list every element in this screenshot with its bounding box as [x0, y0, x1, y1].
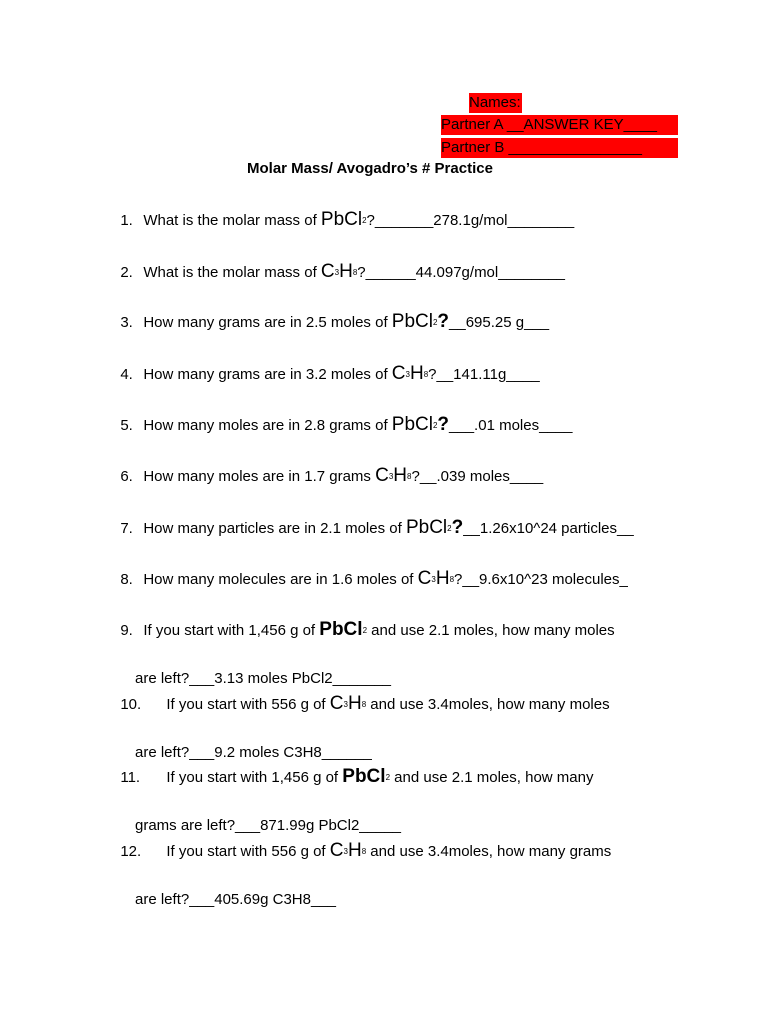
question-text-cont: and use 3.4moles, how many grams — [366, 843, 612, 860]
question-2 — [112, 236, 565, 285]
answer: ?______44.097g/mol________ — [357, 264, 565, 281]
formula: C — [329, 693, 344, 714]
partner-b-line: Partner B ________________ — [441, 138, 678, 158]
question-text-cont: and use 3.4moles, how many moles — [366, 696, 610, 713]
formula: C — [417, 568, 432, 589]
question-text-cont: and use 2.1 moles, how many — [390, 769, 594, 786]
answer: are left?___3.13 moles PbCl2_______ — [135, 670, 392, 688]
formula: PbCl — [319, 619, 363, 640]
question-number: 6. — [120, 468, 133, 485]
question-number: 10. — [120, 696, 142, 713]
question-mark: ? — [437, 414, 450, 435]
formula: C — [320, 261, 335, 282]
question-number: 2. — [120, 264, 133, 281]
formula: PbCl — [342, 766, 386, 787]
formula-subscript: 8 — [407, 472, 412, 482]
formula: PbCl — [405, 517, 448, 538]
formula-subscript: 2 — [362, 216, 367, 226]
partner-a-line: Partner A __ANSWER KEY____ — [441, 115, 678, 135]
question-text: What is the molar mass of — [143, 264, 321, 281]
formula: C — [375, 465, 389, 486]
question-text: How many moles are in 2.8 grams of — [143, 417, 392, 434]
answer: ?__141.11g____ — [428, 366, 540, 383]
formula-subscript: 2 — [362, 626, 368, 636]
formula: PbCl — [391, 414, 433, 435]
question-text-cont: and use 2.1 moles, how many moles — [367, 622, 615, 639]
question-6 — [112, 440, 543, 489]
question-mark: ? — [451, 517, 464, 538]
answer: ___.01 moles____ — [449, 417, 573, 434]
question-number: 12. — [120, 843, 142, 860]
answer: __695.25 g___ — [449, 314, 550, 331]
answer: __1.26x10^24 particles__ — [463, 520, 634, 537]
formula: PbCl — [391, 311, 433, 332]
formula: H — [347, 840, 362, 861]
formula-subscript: 8 — [449, 575, 455, 585]
question-number: 3. — [120, 314, 133, 331]
formula: PbCl — [320, 209, 363, 230]
question-1 — [112, 184, 574, 233]
question-12 — [112, 815, 611, 936]
question-text: If you start with 556 g of — [166, 843, 330, 860]
formula-subscript: 8 — [361, 700, 367, 710]
formula-subscript: 2 — [432, 318, 438, 328]
question-5 — [112, 389, 572, 438]
question-text: How many grams are in 3.2 moles of — [143, 366, 392, 383]
answer: are left?___405.69g C3H8___ — [135, 891, 336, 909]
formula: H — [409, 363, 424, 384]
question-3 — [112, 286, 549, 335]
formula-subscript: 3 — [405, 370, 410, 380]
answer: ?__.039 moles____ — [411, 468, 544, 485]
question-number: 9. — [120, 622, 133, 639]
question-number: 8. — [120, 571, 133, 588]
formula-subscript: 2 — [432, 421, 438, 431]
formula-subscript: 3 — [431, 575, 436, 585]
formula: H — [347, 693, 362, 714]
question-number: 11. — [120, 769, 141, 786]
formula: C — [329, 840, 344, 861]
question-text: How many moles are in 1.7 grams — [143, 468, 376, 485]
question-text: How many particles are in 2.1 moles of — [143, 520, 406, 537]
question-text: If you start with 1,456 g of — [143, 622, 320, 639]
formula: H — [393, 465, 408, 486]
question-number: 4. — [120, 366, 133, 383]
question-4 — [112, 338, 540, 387]
question-number: 1. — [120, 212, 133, 229]
formula-subscript: 3 — [334, 268, 340, 278]
formula-subscript: 3 — [388, 472, 394, 482]
question-number: 5. — [120, 417, 133, 434]
question-text: What is the molar mass of — [143, 212, 321, 229]
formula-subscript: 8 — [352, 268, 358, 278]
question-text: How many grams are in 2.5 moles of — [143, 314, 392, 331]
worksheet-title: Molar Mass/ Avogadro’s # Practice — [247, 160, 493, 177]
answer: are left?___9.2 moles C3H8______ — [135, 744, 372, 762]
formula-subscript: 3 — [343, 700, 348, 710]
formula-subscript: 8 — [423, 370, 429, 380]
question-8 — [112, 543, 628, 592]
formula-subscript: 8 — [361, 847, 367, 857]
question-mark: ? — [437, 311, 450, 332]
answer: ?__9.6x10^23 molecules_ — [454, 571, 628, 588]
answer: ?_______278.1g/mol________ — [366, 212, 575, 229]
formula-subscript: 2 — [385, 773, 391, 783]
question-7 — [112, 492, 634, 541]
answer: grams are left?___871.99g PbCl2_____ — [135, 817, 402, 835]
question-number: 7. — [120, 520, 133, 537]
question-text: If you start with 556 g of — [166, 696, 330, 713]
question-text: If you start with 1,456 g of — [166, 769, 343, 786]
formula: H — [435, 568, 450, 589]
names-label: Names: — [469, 94, 521, 111]
formula: H — [339, 261, 353, 282]
formula: C — [391, 363, 406, 384]
formula-subscript: 2 — [447, 524, 452, 534]
formula-subscript: 3 — [343, 847, 348, 857]
question-text: How many molecules are in 1.6 moles of — [143, 571, 418, 588]
